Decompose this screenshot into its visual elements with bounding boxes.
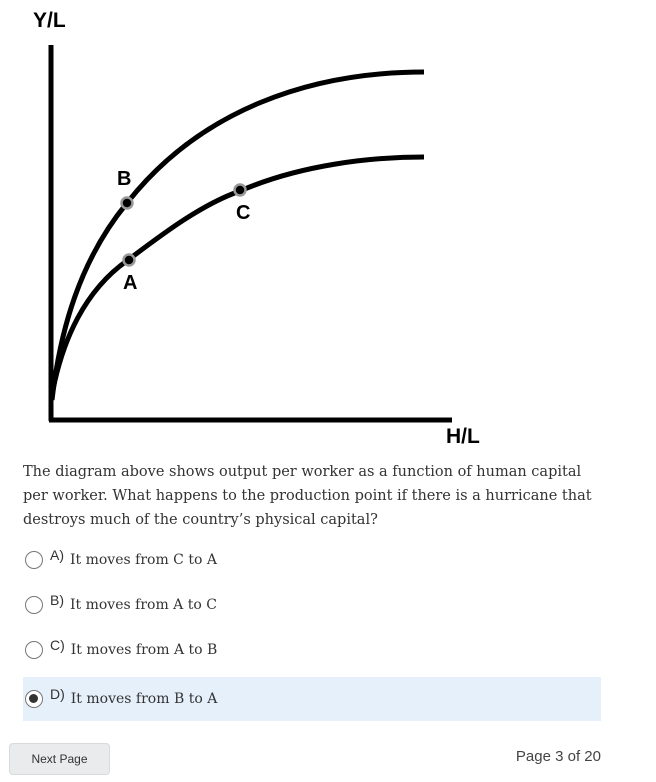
next-page-button[interactable]: Next Page <box>9 743 110 775</box>
x-axis-label: H/L <box>446 425 480 448</box>
option-d-text: It moves from B to A <box>70 691 218 707</box>
page-indicator: Page 3 of 20 <box>515 748 601 765</box>
point-b-marker <box>122 198 133 209</box>
point-b-label: B <box>117 168 132 190</box>
option-a-radio[interactable] <box>25 551 43 569</box>
point-a-marker <box>124 255 135 266</box>
point-a-label: A <box>123 272 138 294</box>
option-d-letter: D) <box>50 686 65 702</box>
option-b-text: It moves from A to C <box>70 597 217 613</box>
option-c[interactable] <box>23 628 601 672</box>
question-text: The diagram above shows output per worker as a function of human capital per worker. What happens to the production point if there is a hurricane that destroys much of the country’s physical capital? <box>23 464 592 528</box>
point-c-label: C <box>236 202 251 224</box>
option-a-letter: A) <box>50 547 64 563</box>
option-a-text: It moves from C to A <box>70 552 217 568</box>
option-c-letter: C) <box>50 637 65 653</box>
option-b-radio[interactable] <box>25 596 43 614</box>
point-c-marker <box>235 185 246 196</box>
upper-production-curve <box>52 72 424 400</box>
option-b-letter: B) <box>50 592 64 608</box>
y-axis-label: Y/L <box>33 9 66 32</box>
option-b[interactable] <box>23 583 601 627</box>
option-c-radio[interactable] <box>25 641 43 659</box>
option-d[interactable] <box>23 677 601 721</box>
option-a[interactable] <box>23 538 601 582</box>
option-d-radio[interactable] <box>25 690 43 708</box>
option-c-text: It moves from A to B <box>70 642 218 658</box>
